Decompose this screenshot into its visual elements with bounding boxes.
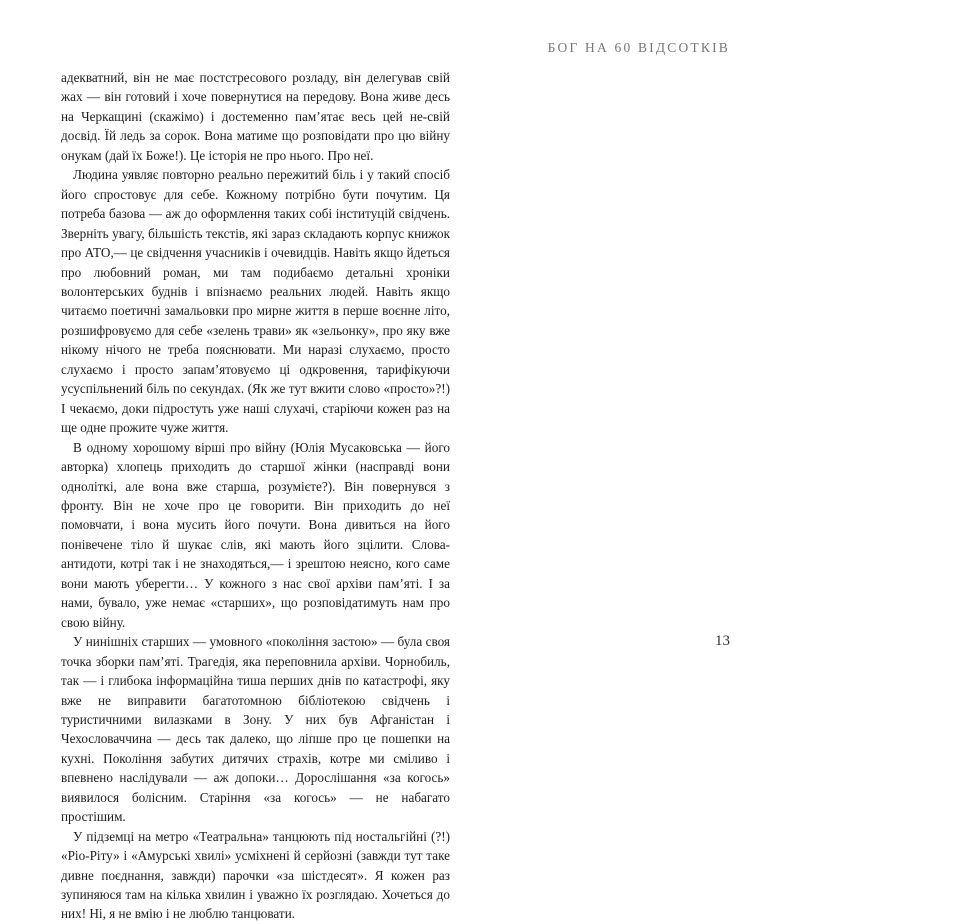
paragraph: У нинішніх старших — умовного «покоління застою» — була своя точка зборки пам’яті. Трагедія, яка переповнила архіви. Чорнобиль, так — і глибока інформаційна тиша перших днів по катастрофі, яку вже не виправити багатотомною бібліотекою свідчень і туристичними вилазками в Зону. У них був Афганістан і Чехословаччина — десь так далеко, що ліпше про це пошепки на кухні. Покоління забутих дитячих страхів, котре ми сміливо і впевнено наслідували — аж допоки… Дорослішання «за когось» виявилося болісним. Старіння «за когось» — не набагато простішим.: [61, 634, 450, 825]
page-number: 13: [715, 633, 730, 649]
running-head: БОГ НА 60 ВІДСОТКІВ: [547, 40, 730, 55]
paragraph: В одному хорошому вірші про війну (Юлія Мусаковська — його авторка) хлопець приходить до старшої жінки (насправді вони одноліткі, але вона вже старша, розумієте?). Він повернувся з фронту. Він не хоче про це говорити. Він приходить до неї помовчати, і вона мусить його почути. Вона дивиться на його понівечене тіло й шукає слів, які мають його зцілити. Слова-антидоти, котрі так і не знаходяться,— і зрештою неясно, кого саме вони мають уберегти… У кожного з нас свої архіви пам’яті. І за нами, бувало, уже немає «старших», що розповідатимуть нам про свою війну.: [61, 439, 450, 630]
paragraph: адекватний, він не має постстресового розладу, він делегував свій жах — він готовий і хоче повернутися на передову. Вона живе десь на Черкащині (скажімо) і достеменно пам’ятає весь цей не-свій досвід. Їй ледь за сорок. Вона матиме що розповідати про цю війну онукам (дай їх Боже!). Це історія не про нього. Про неї.: [61, 70, 450, 163]
paragraph: Людина уявляє повторно реально пережитий біль і у такий спосіб його спростовує для себе. Кожному потрібно бути почутим. Ця потреба базова — аж до оформлення таких собі інституцій свідчень. Зверніть увагу, більшість текстів, які зараз складають корпус книжок про АТО,— це свідчення учасників і очевидців. Навіть якщо йдеться про любовний роман, ми там подибаємо детальні хроніки волонтерських буднів і впізнаємо реальних людей. Навіть якщо читаємо поетичні замальовки про мирне життя в перше воєнне літо, розшифровуємо для себе «зелень трави» як «зельонку», про яку вже нікому нічого не треба пояснювати. Ми наразі слухаємо, просто слухаємо і просто запам’ятовуємо ці одкровення, тарифікуючи усуспільнений біль по секундах. (Як же тут вжити слово «просто»?!) І чекаємо, доки підростуть уже наші слухачі, старіючи кожен раз на ще одне прожите чуже життя.: [61, 167, 450, 436]
paragraph: У підземці на метро «Театральна» танцюють під ностальгійні (?!) «Ріо-Ріту» і «Амурські хвилі» усміхнені й серйозні (завжди тут таке дивне поєднання, завжди) парочки «за шістдесят». Я кожен раз зупиняюся там на кілька хвилин і уважно їх розглядаю. Хочеться до них! Ні, я не вмію і не люблю танцювати.: [61, 828, 450, 922]
body-text: [61, 68, 450, 924]
